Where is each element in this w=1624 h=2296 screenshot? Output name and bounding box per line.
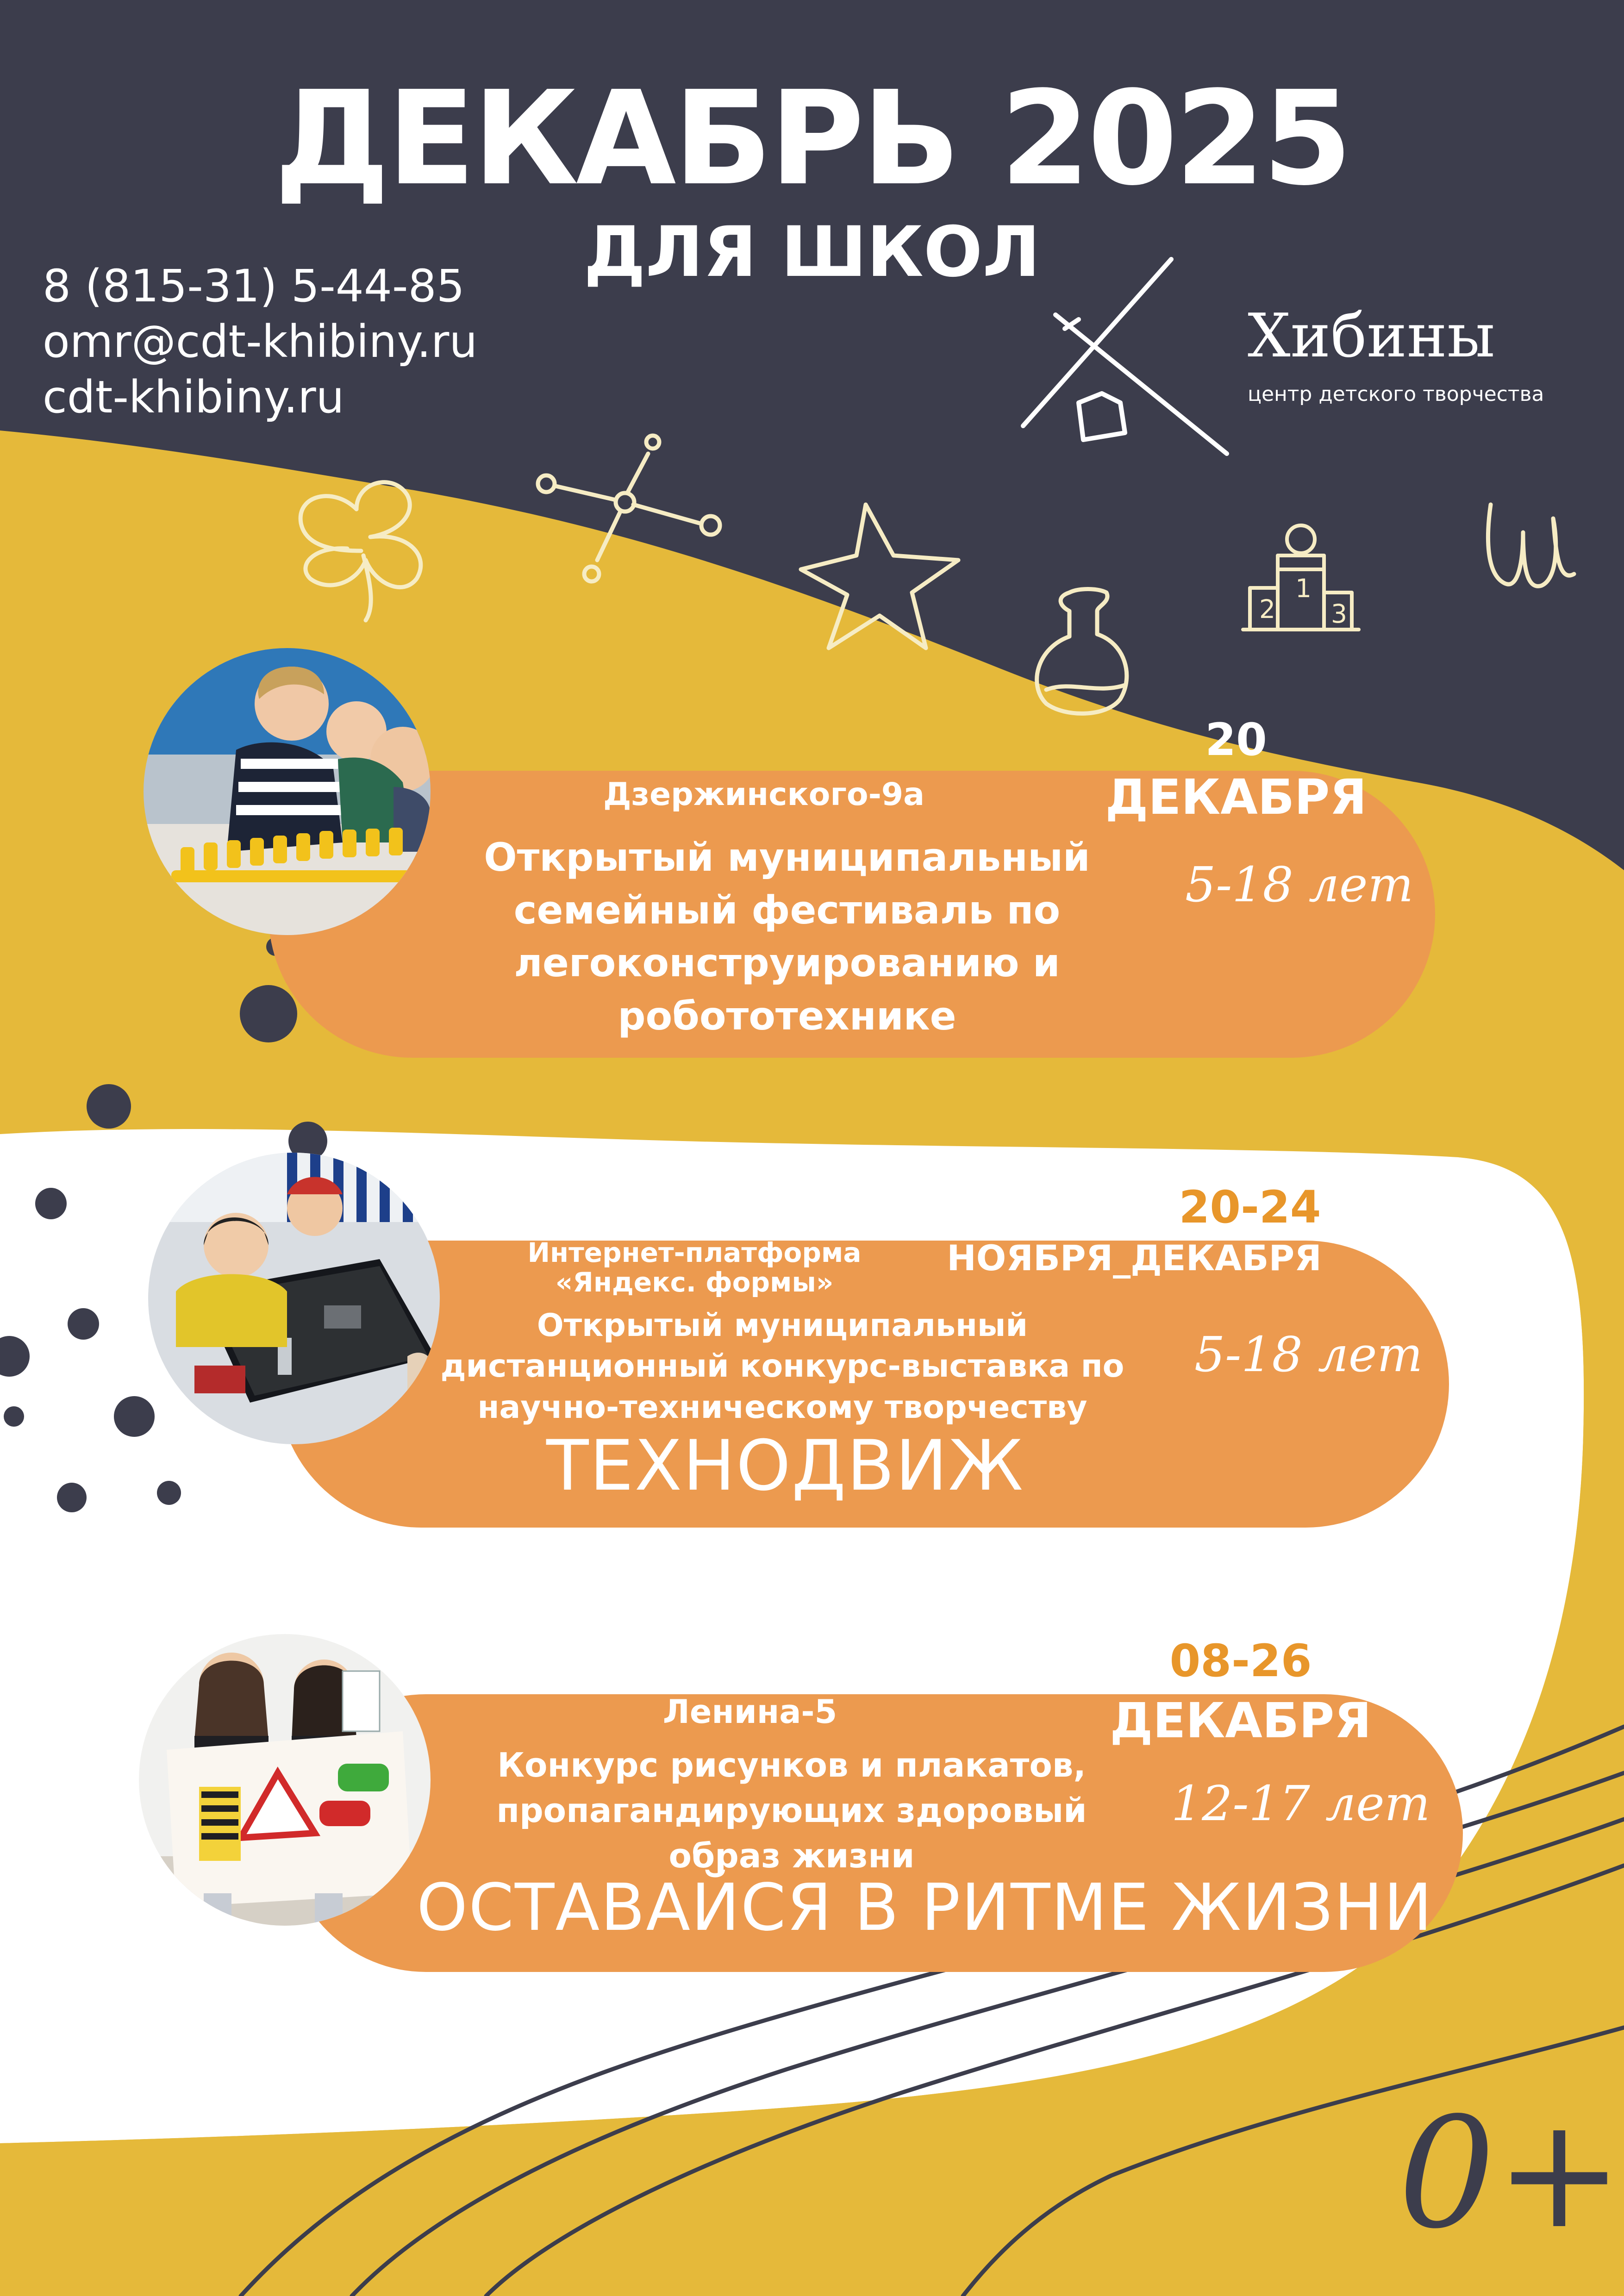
event-2-location: Интернет-платформа «Яндекс. формы» <box>527 1237 862 1298</box>
brand-tagline: центр детского творчества <box>1248 382 1544 406</box>
star-icon <box>796 500 968 657</box>
website-text: cdt-khibiny.ru <box>43 371 344 423</box>
brand-name: Хибины <box>1248 300 1495 371</box>
event-2-description: Открытый муниципальный дистанционный конкурс-выставка по научно-техническому творчеству <box>440 1307 1124 1426</box>
event-1-date-number: 20 <box>1205 714 1267 766</box>
page-subtitle: ДЛЯ ШКОЛ <box>584 212 1040 293</box>
event-2-date-number: 20-24 <box>1179 1181 1321 1233</box>
house-cross-logo-icon <box>1009 250 1241 463</box>
event-3-location: Ленина-5 <box>662 1693 837 1731</box>
molecule-icon <box>528 426 727 588</box>
event-1-description: Открытый муниципальный семейный фестиваль по легоконструированию и робототехнике <box>484 835 1090 1039</box>
svg-text:1: 1 <box>1295 574 1312 603</box>
event-3-slogan: ОСТАВАЙСЯ В РИТМЕ ЖИЗНИ <box>417 1870 1433 1946</box>
age-rating: 0+ <box>1398 2084 1624 2262</box>
letter-sh-icon <box>1477 491 1579 602</box>
flask-icon <box>1028 583 1139 722</box>
phone-text: 8 (815-31) 5-44-85 <box>43 260 465 312</box>
svg-text:3: 3 <box>1331 599 1347 629</box>
event-3-age: 12-17 лет <box>1171 1775 1430 1832</box>
children-lego-robotics-photo <box>144 648 431 935</box>
children-robot-field-photo <box>148 1153 440 1444</box>
event-2-slogan: ТЕХНОДВИЖ <box>546 1426 1024 1506</box>
svg-text:2: 2 <box>1259 594 1275 624</box>
event-3-description: Конкурс рисунков и плакатов, пропагандирующих здоровый образ жизни <box>496 1746 1087 1875</box>
event-2-age: 5-18 лет <box>1194 1326 1423 1383</box>
event-1-location: Дзержинского-9а <box>603 776 924 813</box>
event-2-date-month: НОЯБРЯ_ДЕКАБРЯ <box>947 1237 1322 1279</box>
event-3-date-number: 08-26 <box>1169 1635 1312 1687</box>
event-1-age: 5-18 лет <box>1185 856 1414 913</box>
clover-icon <box>278 468 444 625</box>
podium-icon <box>1241 518 1361 639</box>
girls-with-poster-photo <box>139 1634 431 1926</box>
event-3-date-month: ДЕКАБРЯ <box>1110 1692 1372 1749</box>
event-1-date-month: ДЕКАБРЯ <box>1105 769 1367 825</box>
page-title: ДЕКАБРЬ 2025 <box>274 63 1350 214</box>
email-text: omr@cdt-khibiny.ru <box>43 316 478 368</box>
